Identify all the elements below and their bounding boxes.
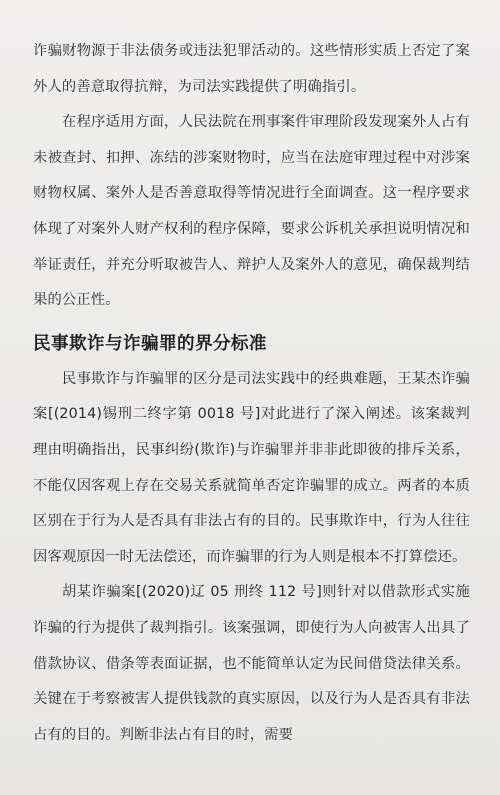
paragraph-wang-case: 民事欺诈与诈骗罪的区分是司法实践中的经典难题，王某杰诈骗案[(2014)锡刑二终字第 0018 号]对此进行了深入阐述。该案裁判理由明确指出，民事纠纷(欺诈)与诈骗罪并非非此即彼的排斥关系，不能仅因客观上存在交易关系就简单否定诈骗罪的成立。两者的本质区别在于行为人是否具有非法占有的目的。民事欺诈中，行为人往往因客观原因一时无法偿还，而诈骗罪的行为人则是根本不打算偿还。 [33, 370, 470, 565]
section-heading: 民事欺诈与诈骗罪的界分标准 [33, 333, 267, 354]
paragraph-procedure: 在程序适用方面，人民法院在刑事案件审理阶段发现案外人占有未被查封、扣押、冻结的涉案财物时，应当在法庭审理过程中对涉案财物权属、案外人是否善意取得等情况进行全面调查。这一程序要求体现了对案外人财产权利的程序保障，要求公诉机关承担说明情况和举证责任，并充分听取被告人、辩护人及案外人的意见，确保裁判结果的公正性。 [33, 114, 470, 309]
paragraph-continuation: 诈骗财物源于非法债务或违法犯罪活动的。这些情形实质上否定了案外人的善意取得抗辩，为司法实践提供了明确指引。 [33, 43, 470, 95]
paragraph-hu-case: 胡某诈骗案[(2020)辽 05 刑终 112 号]则针对以借款形式实施诈骗的行为提供了裁判指引。该案强调，即使行为人向被害人出具了借款协议、借条等表面证据，也不能简单认定为民间借贷法律关系。关键在于考察被害人提供钱款的真实原因，以及行为人是否具有非法占有的目的。判断非法占有目的时，需要 [33, 584, 470, 743]
